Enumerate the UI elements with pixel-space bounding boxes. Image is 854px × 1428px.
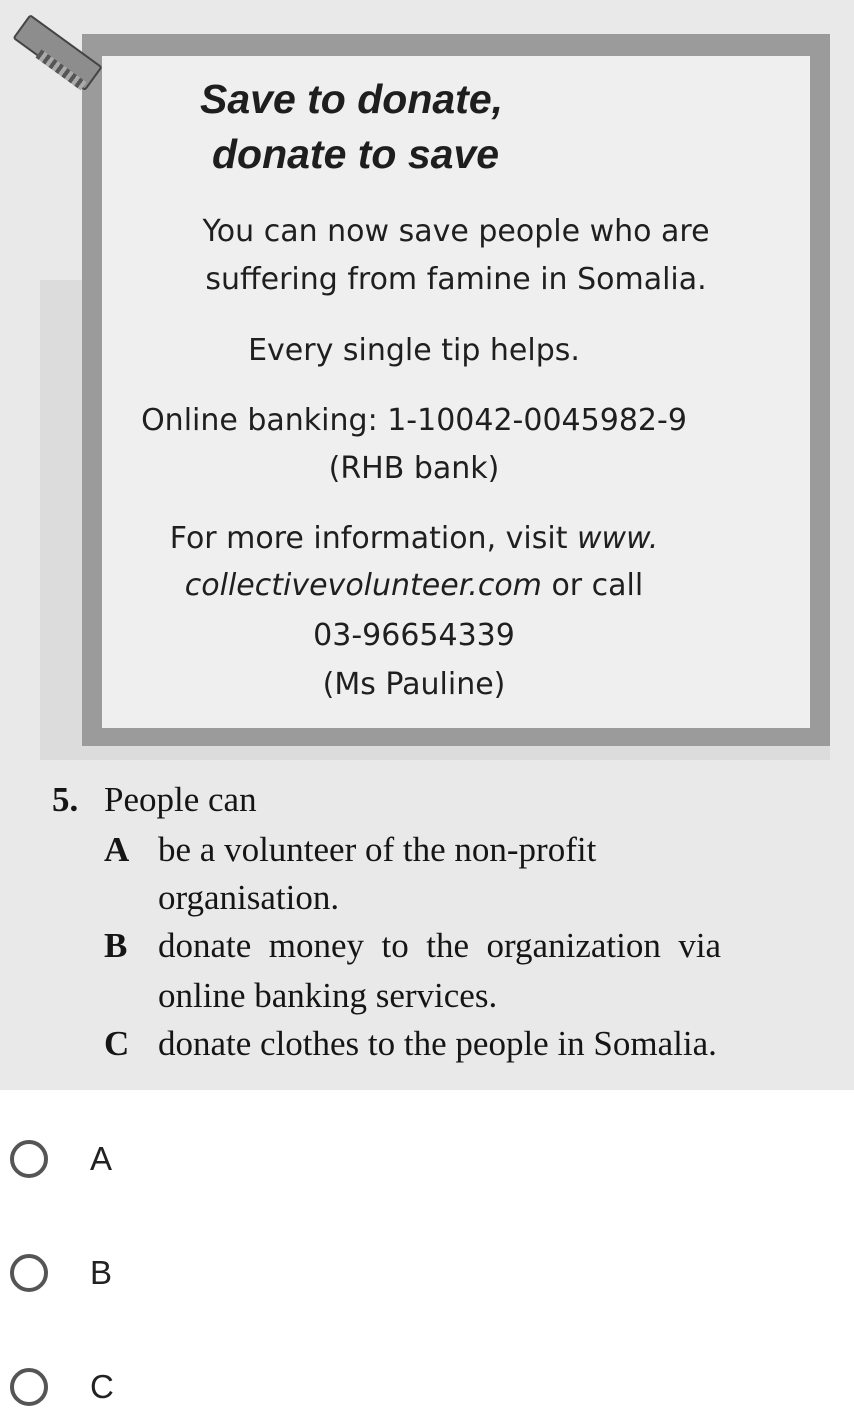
question-number: 5. [52, 780, 79, 819]
radio-circle-icon[interactable] [10, 1368, 48, 1406]
poster-title-line2: donate to save [212, 131, 500, 177]
choice-label-c: C [90, 1368, 114, 1405]
option-text-a-cont: organisation. [158, 878, 340, 917]
option-letter-c: C [104, 1024, 130, 1063]
poster-title-line1: Save to donate, [200, 76, 504, 122]
poster-bank-name: (RHB bank) [328, 451, 500, 486]
option-text-b-cont: online banking services. [158, 976, 498, 1015]
option-letter-b: B [104, 926, 128, 965]
radio-circle-icon[interactable] [10, 1140, 48, 1178]
poster-text-line: suffering from famine in Somalia. [205, 262, 707, 297]
poster-bank-account: Online banking: 1-10042-0045982-9 [141, 403, 687, 438]
poster-text-line: You can now save people who are [202, 214, 710, 249]
poster-info-line: For more information, visit www. [169, 521, 659, 556]
option-text-a: be a volunteer of the non-profit [158, 830, 597, 869]
question-stem: People can [104, 780, 257, 819]
choice-a[interactable] [0, 1124, 400, 1194]
poster-text-line: Every single tip helps. [248, 333, 580, 368]
poster-website-line: collectivevolunteer.com or call [184, 568, 644, 603]
choice-b[interactable] [0, 1238, 400, 1308]
choice-label-b: B [90, 1254, 113, 1291]
choice-label-a: A [90, 1140, 113, 1177]
choice-c[interactable] [0, 1352, 400, 1422]
option-text-b: donate money to the organization via [158, 926, 722, 965]
option-letter-a: A [104, 830, 130, 869]
radio-circle-icon[interactable] [10, 1254, 48, 1292]
poster-contact-name: (Ms Pauline) [322, 667, 506, 702]
poster-phone: 03-96654339 [313, 618, 515, 653]
option-text-c: donate clothes to the people in Somalia. [158, 1024, 717, 1063]
